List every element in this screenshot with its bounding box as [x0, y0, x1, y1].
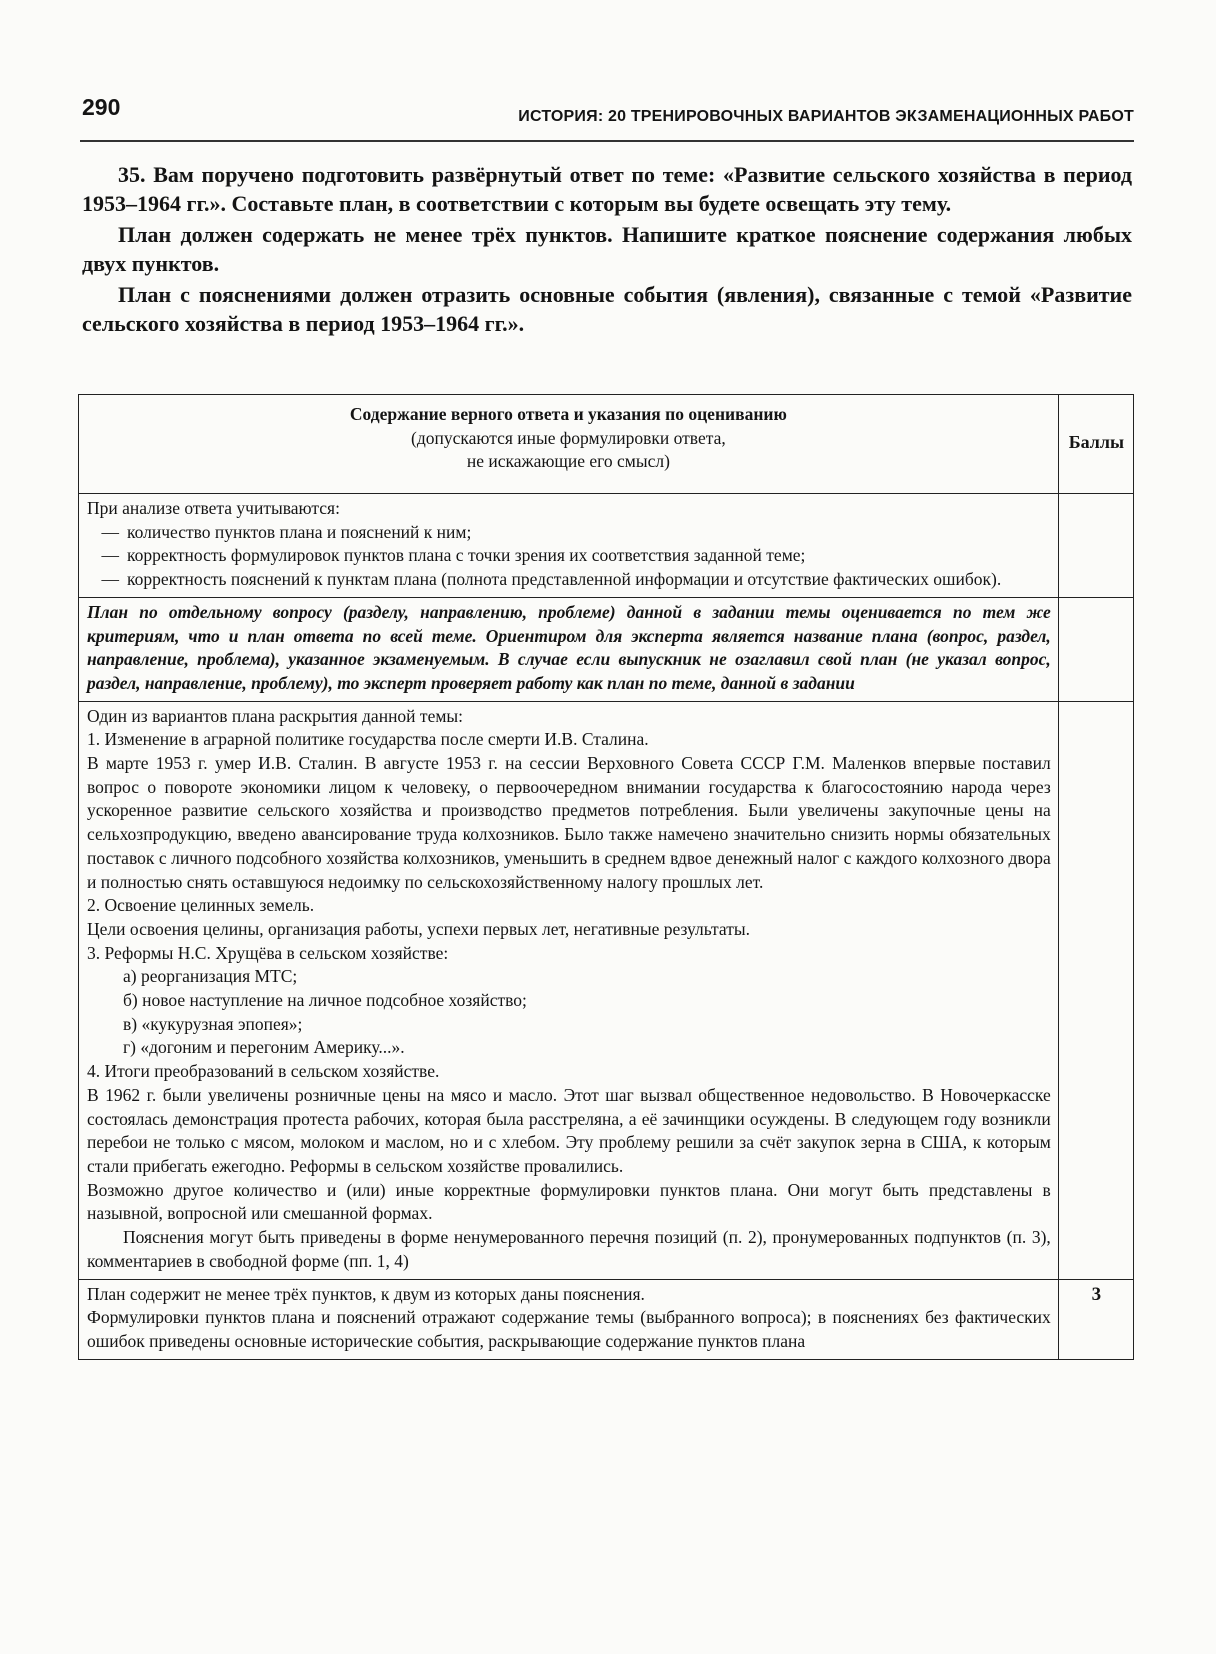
table-row-scoring — [79, 1279, 1134, 1359]
running-title: ИСТОРИЯ: 20 ТРЕНИРОВОЧНЫХ ВАРИАНТОВ ЭКЗАМЕНАЦИОННЫХ РАБОТ — [518, 108, 1134, 125]
criteria-item-text: количество пунктов плана и пояснений к ним; — [127, 521, 472, 542]
task-statement — [82, 160, 1132, 340]
task-number: 35. — [118, 162, 146, 187]
plan-subitem: б) новое наступление на личное подсобное хозяйство; — [123, 990, 527, 1011]
plan-alternatives: Возможно другое количество и (или) иные корректные формулировки пунктов плана. Они могут быть представлены в назывной, вопросной или смешанной формах. — [87, 1179, 1051, 1224]
criteria-score-cell — [1058, 494, 1133, 598]
plan-intro: Один из вариантов плана раскрытия данной темы: — [87, 705, 464, 726]
criteria-item-text: корректность пояснений к пунктам плана (полнота представленной информации и отсутствие фактических ошибок). — [127, 569, 1002, 590]
plan-item-2-title: 2. Освоение целинных земель. — [87, 895, 315, 916]
plan-explanations-note: Пояснения могут быть приведены в форме ненумерованного перечня позиций (п. 2), пронумерованных подпунктов (п. 3), комментариев в свободной форме (пп. 1, 4) — [87, 1227, 1051, 1271]
plan-score-cell — [1058, 701, 1133, 1279]
criteria-cell — [79, 494, 1059, 598]
plan-cell — [79, 701, 1059, 1279]
note-score-cell — [1058, 597, 1133, 701]
plan-item-4-title: 4. Итоги преобразований в сельском хозяйстве. — [87, 1061, 440, 1082]
plan-subitem: а) реорганизация МТС; — [123, 966, 298, 987]
dash-marker: — — [101, 521, 119, 542]
criteria-item-text: корректность формулировок пунктов плана с точки зрения их соответствия заданной теме; — [127, 545, 806, 566]
table-header-score: Баллы — [1058, 395, 1133, 494]
plan-item-2-text: Цели освоения целины, организация работы, успехи первых лет, негативные результаты. — [87, 918, 751, 939]
header-line-1: Содержание верного ответа и указания по оцениванию — [349, 404, 787, 424]
task-paragraph-3: План с пояснениями должен отразить основные события (явления), связанные с темой «Развитие сельского хозяйства в период 1953–1964 гг.». — [82, 282, 1132, 336]
plan-item-3-title: 3. Реформы Н.С. Хрущёва в сельском хозяйстве: — [87, 942, 449, 963]
plan-item-4-text: В 1962 г. были увеличены розничные цены на мясо и масло. Этот шаг вызвал общественное недовольство. В Новочеркасске состоялась демонстрация протеста рабочих, которая была расстреляна, а её зачинщики осуждены. В следующем году возникли перебои не только с мясом, молоком и маслом, но и с хлебом. Эту проблему решили за счёт закупок зерна в США, к которым стали прибегать ежегодно. Реформы в сельском хозяйстве провалились. — [87, 1084, 1051, 1176]
criteria-item — [87, 521, 1051, 545]
scoring-line-1: План содержит не менее трёх пунктов, к двум из которых даны пояснения. — [87, 1283, 645, 1304]
plan-subitem: в) «кукурузная эпопея»; — [123, 1013, 303, 1034]
page-header — [80, 92, 1134, 142]
task-paragraph-1 — [82, 160, 1132, 218]
scoring-cell — [79, 1279, 1059, 1359]
header-line-2: (допускаются иные формулировки ответа, — [411, 427, 726, 448]
page-number: 290 — [82, 94, 121, 120]
table-header-content — [79, 395, 1059, 494]
dash-marker: — — [101, 545, 119, 566]
plan-subitem: г) «догоним и перегоним Америку...». — [123, 1037, 405, 1058]
plan-item-1-text: В марте 1953 г. умер И.В. Сталин. В августе 1953 г. на сессии Верховного Совета СССР Г.М. Маленков впервые поставил вопрос о повороте экономики лицом к человеку, о первоочередном внимании государства к благосостоянию народа через ускоренное развитие сельского хозяйства и производство предметов потребления. Были увеличены закупочные цены на сельхозпродукцию, введено авансирование труда колхозников. Было также намечено значительно снизить нормы обязательных поставок с личного подсобного хозяйства колхозников, уменьшить в среднем вдвое денежный налог с каждого колхозного двора и полностью снять оставшуюся недоимку по сельскохозяйственному налогу прошлых лет. — [87, 753, 1051, 892]
note-cell: План по отдельному вопросу (разделу, направлению, проблеме) данной в задании темы оценивается по тем же критериям, что и план ответа по всей теме. Ориентиром для эксперта является название плана (вопрос, раздел, направление, проблема), указанное экзаменуемым. В случае если выпускник не озаглавил свой план (не указал вопрос, раздел, направление, проблему), то эксперт проверяет работу как план по теме, данной в задании — [79, 597, 1059, 701]
header-line-3: не искажающие его смысл) — [466, 451, 670, 472]
task-paragraph-1-text: Вам поручено подготовить развёрнутый ответ по теме: «Развитие сельского хозяйства в период 1953–1964 гг.». Составьте план, в соответствии с которым вы будете освещать эту тему. — [82, 162, 1133, 216]
table-row-note — [79, 597, 1134, 701]
dash-marker: — — [101, 569, 119, 590]
criteria-item — [87, 568, 1051, 592]
table-row-criteria — [79, 494, 1134, 598]
table-row-plan — [79, 701, 1134, 1279]
answer-table — [78, 394, 1134, 1360]
task-paragraph-2: План должен содержать не менее трёх пунктов. Напишите краткое пояснение содержания любых двух пунктов. — [82, 222, 1132, 276]
score-value: 3 — [1058, 1279, 1133, 1359]
table-header-row — [79, 395, 1134, 494]
criteria-item — [87, 544, 1051, 568]
criteria-intro: При анализе ответа учитываются: — [87, 498, 340, 518]
scoring-line-2: Формулировки пунктов плана и пояснений отражают содержание темы (выбранного вопроса); в пояснениях без фактических ошибок приведены основные исторические события, раскрывающие содержание пунктов плана — [87, 1307, 1051, 1351]
plan-item-1-title: 1. Изменение в аграрной политике государства после смерти И.В. Сталина. — [87, 729, 649, 750]
